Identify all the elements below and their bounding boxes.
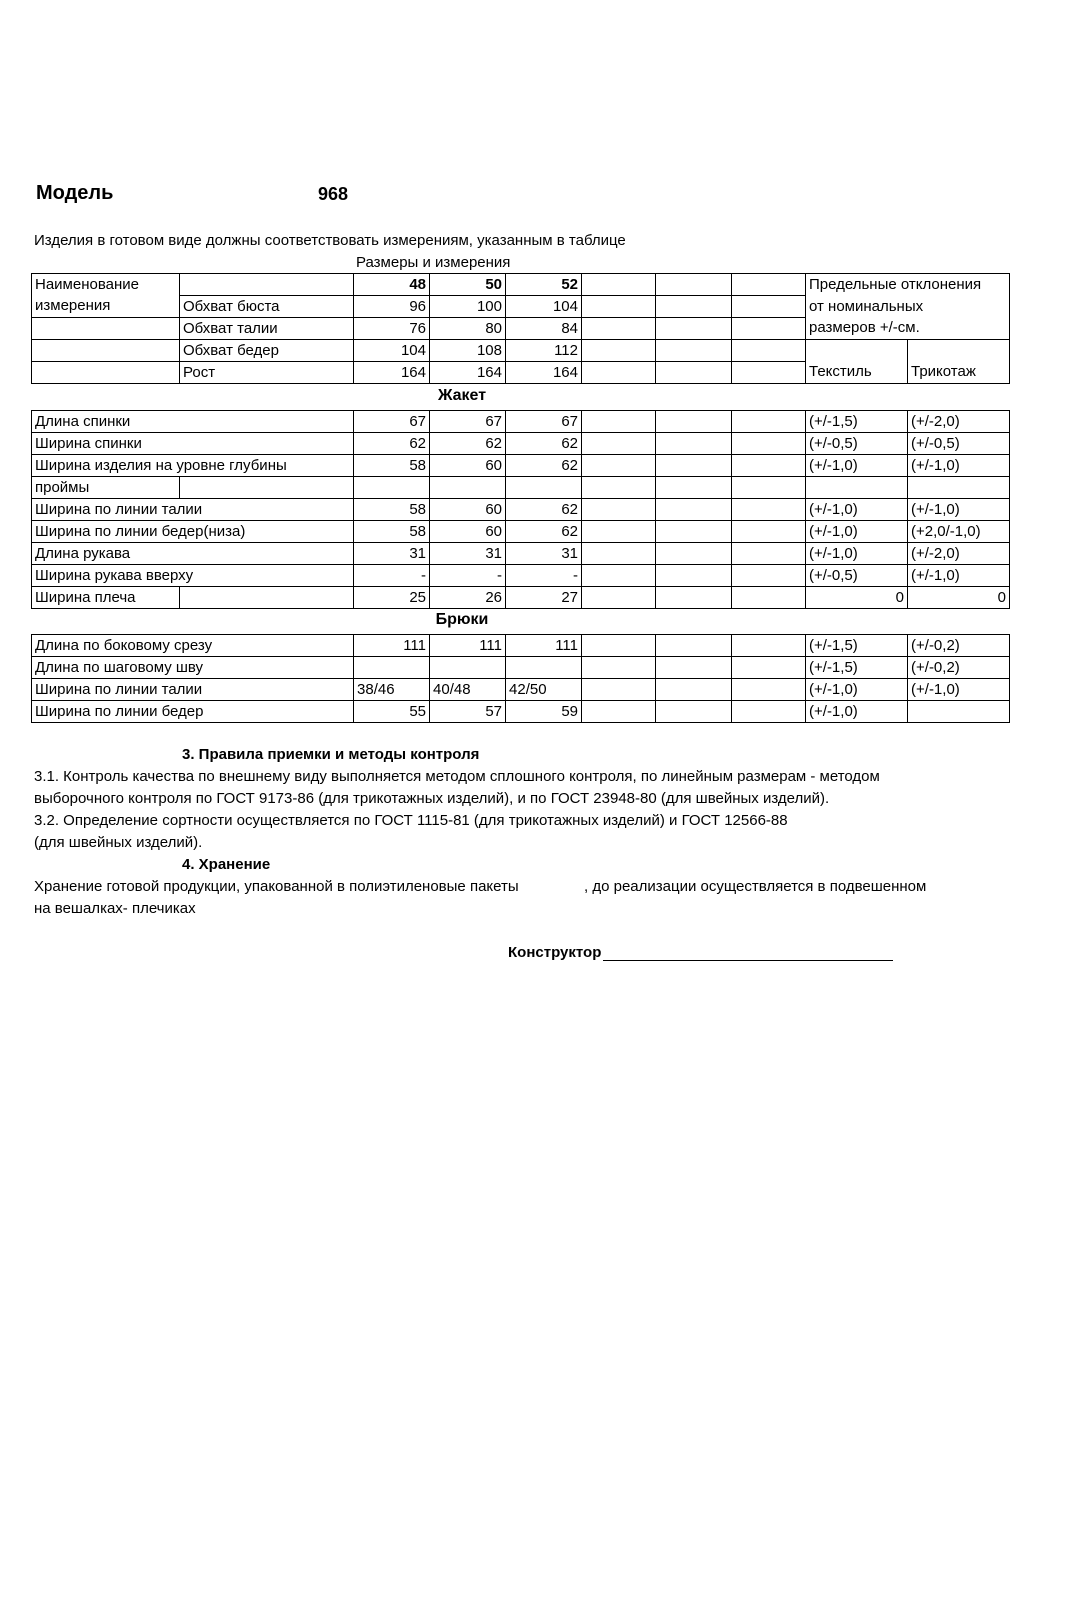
row-label: Длина по шаговому шву bbox=[32, 657, 354, 679]
storage-line2: на вешалках- плечиках bbox=[34, 900, 196, 917]
row-label: Обхват бюста bbox=[180, 296, 354, 318]
model-label: Модель bbox=[36, 182, 114, 204]
size-50: 50 bbox=[430, 274, 506, 296]
size-52: 52 bbox=[506, 274, 582, 296]
storage-line1b: , до реализации осуществляется в подвешенном bbox=[584, 878, 927, 895]
row-label: Длина рукава bbox=[32, 543, 180, 565]
storage-heading: 4. Хранение bbox=[182, 856, 271, 873]
row-label: Обхват талии bbox=[180, 318, 354, 340]
table-row: Ширина спинки 62 62 62 (+/-0,5) (+/-0,5) bbox=[32, 433, 1010, 455]
table-row: Длина рукава 31 31 31 (+/-1,0) (+/-2,0) bbox=[32, 543, 1010, 565]
table-row: Ширина по линии бедер(низа) 58 60 62 (+/-1,0) (+2,0/-1,0) bbox=[32, 521, 1010, 543]
table-caption: Размеры и измерения bbox=[356, 254, 511, 271]
table-row: Рост 164 164 164 Текстиль Трикотаж bbox=[32, 362, 1010, 384]
sizes-table bbox=[31, 273, 1010, 384]
row-label: Длина по боковому срезу bbox=[32, 635, 354, 657]
textile-label: Текстиль bbox=[806, 362, 908, 384]
signature-line bbox=[603, 944, 893, 961]
trousers-title: Брюки bbox=[435, 611, 489, 628]
table-row: Ширина по линии талии 58 60 62 (+/-1,0) (+/-1,0) bbox=[32, 499, 1010, 521]
signature-label: Конструктор bbox=[508, 944, 602, 961]
table-row: Обхват талии 76 80 84 размеров +/-см. bbox=[32, 318, 1010, 340]
tolerance-header: Предельные отклонения bbox=[806, 274, 1010, 296]
signature bbox=[508, 944, 893, 961]
tolerance-header-3: размеров +/-см. bbox=[806, 318, 1010, 340]
row-label: Рост bbox=[180, 362, 354, 384]
rules-p1-line1: 3.1. Контроль качества по внешнему виду выполняется методом сплошного контроля, по линейным размерам - методом bbox=[34, 768, 880, 785]
row-label: Ширина плеча bbox=[32, 587, 180, 609]
rules-p2-line1: 3.2. Определение сортности осуществляется по ГОСТ 1115-81 (для трикотажных изделий) и ГОСТ 12566-88 bbox=[34, 812, 788, 829]
table-row: измерения Обхват бюста 96 100 104 от номинальных bbox=[32, 296, 1010, 318]
knit-label: Трикотаж bbox=[908, 362, 1010, 384]
row-label: Ширина рукава вверху bbox=[32, 565, 180, 587]
row-label: проймы bbox=[32, 477, 180, 499]
row-label: Ширина по линии талии bbox=[32, 679, 354, 701]
table-row: Ширина изделия на уровне глубины 58 60 62 (+/-1,0) (+/-1,0) bbox=[32, 455, 1010, 477]
table-row: Ширина по линии бедер 55 57 59 (+/-1,0) bbox=[32, 701, 1010, 723]
table-row: Ширина по линии талии 38/46 40/48 42/50 (+/-1,0) (+/-1,0) bbox=[32, 679, 1010, 701]
storage-line1a: Хранение готовой продукции, упакованной в полиэтиленовые пакеты bbox=[34, 878, 519, 895]
rules-p2-line2: (для швейных изделий). bbox=[34, 834, 203, 851]
size-48: 48 bbox=[354, 274, 430, 296]
table-row: Обхват бедер 104 108 112 bbox=[32, 340, 1010, 362]
table-row: Длина спинки 67 67 67 (+/-1,5) (+/-2,0) bbox=[32, 411, 1010, 433]
row-label: Обхват бедер bbox=[180, 340, 354, 362]
jacket-title: Жакет bbox=[437, 387, 487, 404]
row-label: Ширина по линии бедер(низа) bbox=[32, 521, 354, 543]
table-row bbox=[32, 274, 1010, 296]
table-row: Ширина рукава вверху - - - (+/-0,5) (+/-1,0) bbox=[32, 565, 1010, 587]
tolerance-header-2: от номинальных bbox=[806, 296, 1010, 318]
name-header-cell: Наименование bbox=[32, 274, 180, 296]
jacket-table bbox=[31, 410, 1010, 609]
row-label: Ширина спинки bbox=[32, 433, 180, 455]
trousers-table bbox=[31, 634, 1010, 723]
table-row bbox=[32, 477, 1010, 499]
rules-heading: 3. Правила приемки и методы контроля bbox=[182, 746, 480, 763]
row-label: Длина спинки bbox=[32, 411, 180, 433]
rules-p1-line2: выборочного контроля по ГОСТ 9173-86 (для трикотажных изделий), и по ГОСТ 23948-80 (для швейных изделий). bbox=[34, 790, 830, 807]
intro-text: Изделия в готовом виде должны соответствовать измерениям, указанным в таблице bbox=[34, 232, 626, 249]
row-label: Ширина по линии талии bbox=[32, 499, 180, 521]
row-label: Ширина по линии бедер bbox=[32, 701, 354, 723]
model-number: 968 bbox=[318, 184, 349, 204]
table-row: Длина по боковому срезу 111 111 111 (+/-1,5) (+/-0,2) bbox=[32, 635, 1010, 657]
row-label: Ширина изделия на уровне глубины bbox=[32, 455, 354, 477]
name-header-cell-2: измерения bbox=[32, 296, 180, 318]
table-row: Ширина плеча 25 26 27 0 0 bbox=[32, 587, 1010, 609]
table-row: Длина по шаговому шву (+/-1,5) (+/-0,2) bbox=[32, 657, 1010, 679]
